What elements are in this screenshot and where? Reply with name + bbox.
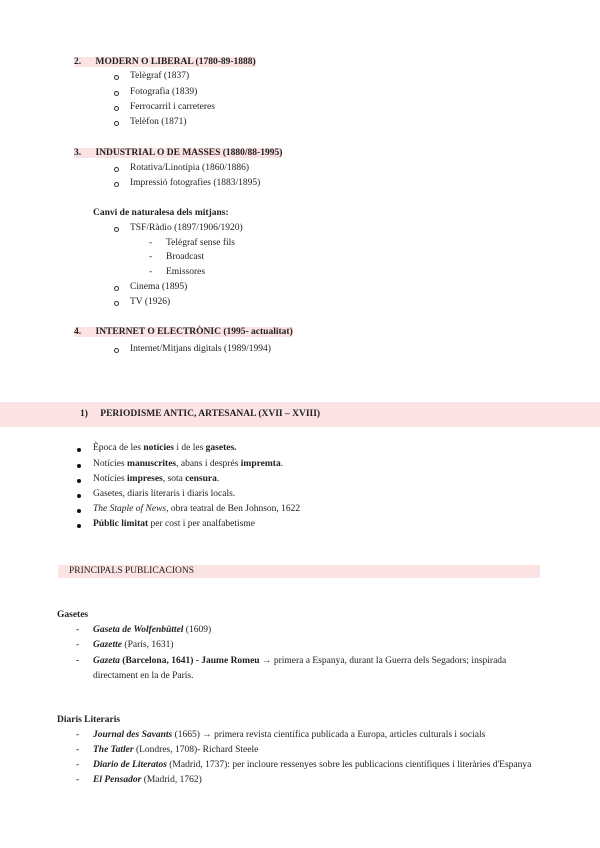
text-bold: (Barcelona, 1641) - Jaume Romeu <box>119 656 260 666</box>
section-number: 2. <box>74 57 82 67</box>
publication-item <box>93 760 531 770</box>
list-item: TV (1926) <box>130 297 171 307</box>
publication-name: Gazeta <box>93 656 120 666</box>
bullet-dot-icon <box>77 479 81 483</box>
bullet-dot-icon <box>77 524 81 528</box>
text-italic: The Staple of News <box>93 504 167 514</box>
circle-bullet-icon <box>114 121 119 126</box>
publication-name: Gaseta de Wolfenbüttel <box>93 625 184 635</box>
circle-bullet-icon <box>114 286 119 291</box>
list-item: Telègraf (1837) <box>130 71 190 81</box>
text: Notícies <box>93 459 128 469</box>
section-number: 4. <box>74 327 82 337</box>
principals-heading: PRINCIPALS PUBLICACIONS <box>69 566 195 576</box>
bullet-item <box>93 459 283 469</box>
circle-bullet-icon <box>114 182 119 187</box>
text: (1665) → primera revista científica publicada a Europa, articles culturals i socials <box>172 730 486 740</box>
dash-bullet-icon: - <box>76 745 80 755</box>
publication-name: Diario de Literatos <box>93 760 167 770</box>
list-item: Telèfon (1871) <box>130 117 187 127</box>
section-title: INTERNET O ELECTRÒNIC (1995- actualitat) <box>95 327 293 337</box>
publication-name: The Tatler <box>93 745 134 755</box>
list-item: Fotografia (1839) <box>130 87 198 97</box>
bullet-dot-icon <box>77 509 81 513</box>
period-heading <box>80 409 320 419</box>
bullet-item <box>93 519 255 529</box>
section-3-heading <box>74 148 282 158</box>
diaris-heading: Diaris Literaris <box>57 715 121 725</box>
text: (Londres, 1708)- Richard Steele <box>133 745 259 755</box>
text-bold: gasetes. <box>205 443 237 453</box>
text-bold: impreses <box>127 474 163 484</box>
text: (Madrid, 1762) <box>141 775 202 785</box>
dash-bullet-icon: - <box>76 656 80 666</box>
circle-bullet-icon <box>114 91 119 96</box>
section-title: MODERN O LIBERAL (1780-89-1888) <box>95 57 256 67</box>
list-item: Internet/Mitjans digitals (1989/1994) <box>130 344 271 354</box>
text-bold: censura <box>185 474 217 484</box>
text: (París, 1631) <box>122 640 174 650</box>
section-4-heading <box>74 327 293 337</box>
publication-item <box>93 775 202 785</box>
publication-item <box>93 640 173 650</box>
text: i de les <box>174 443 206 453</box>
dash-bullet-icon: - <box>76 775 80 785</box>
text: → primera a Espanya, durant la Guerra dels Segadors; inspirada <box>259 656 507 666</box>
publication-name: El Pensador <box>93 775 142 785</box>
list-item: Impressió fotografies (1883/1895) <box>130 178 261 188</box>
list-item: TSF/Ràdio (1897/1906/1920) <box>130 223 243 233</box>
text: (Madrid, 1737): per incloure ressenyes sobre les publicacions científiques i literàries d'Espanya <box>166 760 532 770</box>
bullet-item <box>93 489 235 499</box>
dash-bullet-icon: - <box>76 640 80 650</box>
text-bold: manuscrites <box>127 459 177 469</box>
text: . <box>280 459 284 469</box>
text: , sota <box>162 474 186 484</box>
text: per cost i per analfabetisme <box>148 519 255 529</box>
text-bold: notícies <box>143 443 174 453</box>
text-bold: Públic limitat <box>93 519 149 529</box>
text: . <box>216 474 220 484</box>
circle-bullet-icon <box>114 301 119 306</box>
text: Gasetes, diaris literaris i diaris locals. <box>93 489 236 499</box>
section-2-heading <box>74 57 256 67</box>
bullet-dot-icon <box>77 464 81 468</box>
publication-item <box>93 625 211 635</box>
text: Època de les <box>93 443 144 453</box>
change-heading: Canvi de naturalesa dels mitjans: <box>93 208 229 218</box>
period-title: PERIODISME ANTIC, ARTESANAL (XVII – XVIII) <box>100 409 321 419</box>
dash-bullet-icon: - <box>149 238 153 248</box>
text: , abans i després <box>176 459 241 469</box>
text: , obra teatral de Ben Johnson, 1622 <box>166 504 301 514</box>
sub-list-item: Telègraf sense fils <box>166 238 235 248</box>
publication-name: Gazette <box>93 640 123 650</box>
text: Notícies <box>93 474 128 484</box>
circle-bullet-icon <box>114 227 119 232</box>
bullet-item <box>93 504 300 514</box>
sub-list-item: Emissores <box>166 267 206 277</box>
section-number: 3. <box>74 148 82 158</box>
publication-item <box>93 730 485 740</box>
list-item: Ferrocarril i carreteres <box>130 102 215 112</box>
text: (1609) <box>183 625 212 635</box>
circle-bullet-icon <box>114 106 119 111</box>
publication-item <box>93 745 258 755</box>
list-item: Cinema (1895) <box>130 282 188 292</box>
dash-bullet-icon: - <box>149 267 153 277</box>
publication-item <box>93 656 506 666</box>
publication-item-continued: directament en la de París. <box>93 671 194 681</box>
dash-bullet-icon: - <box>76 625 80 635</box>
circle-bullet-icon <box>114 75 119 80</box>
publication-name: Journal des Savants <box>93 730 173 740</box>
dash-bullet-icon: - <box>149 252 153 262</box>
text-bold: impremta <box>240 459 281 469</box>
dash-bullet-icon: - <box>76 760 80 770</box>
bullet-item <box>93 474 219 484</box>
period-number: 1) <box>80 409 88 419</box>
bullet-item <box>93 443 237 453</box>
sub-list-item: Broadcast <box>166 252 204 262</box>
bullet-dot-icon <box>77 448 81 452</box>
dash-bullet-icon: - <box>76 730 80 740</box>
section-title: INDUSTRIAL O DE MASSES (1880/88-1995) <box>95 148 283 158</box>
bullet-dot-icon <box>77 494 81 498</box>
gasetes-heading: Gasetes <box>57 610 89 620</box>
list-item: Rotativa/Linotípia (1860/1886) <box>130 163 249 173</box>
circle-bullet-icon <box>114 167 119 172</box>
circle-bullet-icon <box>114 348 119 353</box>
